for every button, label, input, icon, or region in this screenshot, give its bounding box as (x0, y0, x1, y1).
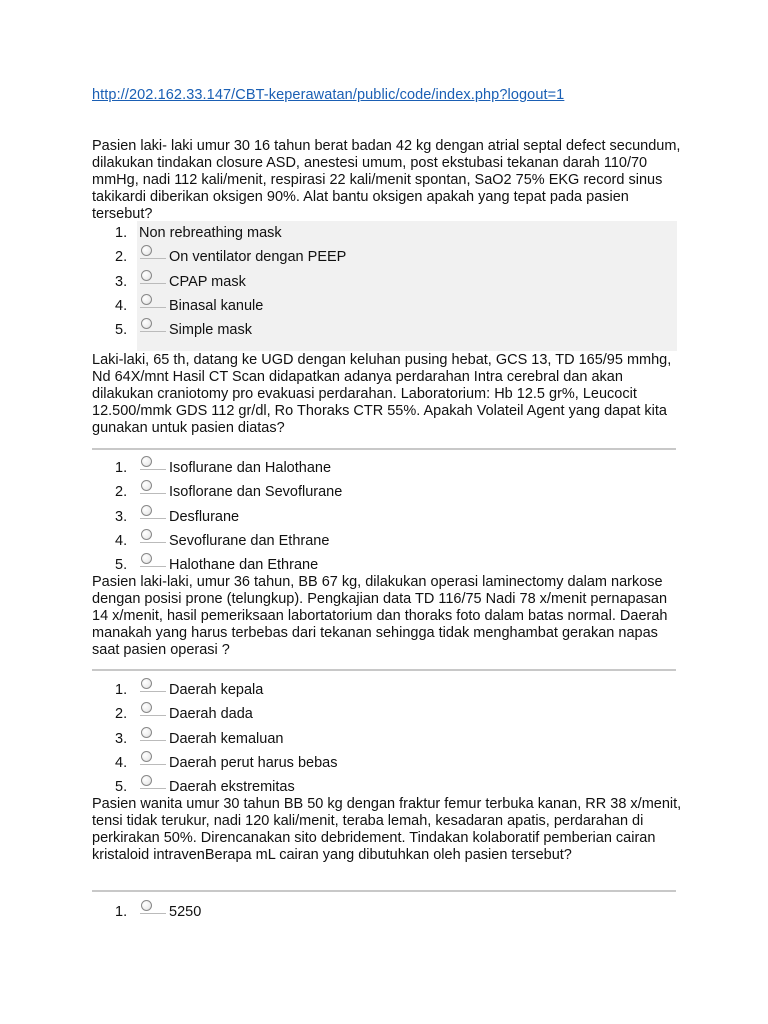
divider (92, 448, 676, 450)
divider (92, 890, 676, 892)
option-label: Non rebreathing mask (139, 225, 282, 241)
option-number: 2. (115, 706, 128, 723)
question-4-text: Pasien wanita umur 30 tahun BB 50 kg dengan fraktur femur terbuka kanan, RR 38 x/menit, tensi tidak terukur, nadi 120 kali/menit, teraba lemah, kesadaran apatis, perdarahan di perkirakan 50%. Direncanakan sito debridement. Tindakan kolaboratif pemberian cairan kristaloid intravenBerapa mL cairan yang dibutuhkan oleh pasien tersebut? (92, 796, 682, 863)
question-1-options (92, 223, 682, 344)
option-number: 2. (115, 249, 128, 266)
logout-link[interactable]: http://202.162.33.147/CBT-keperawatan/public/code/index.php?logout=1 (92, 87, 565, 103)
option-number: 5. (115, 322, 128, 339)
option-label: Binasal kanule (169, 297, 264, 314)
option-label: Isoflurane dan Halothane (169, 460, 332, 476)
radio-button[interactable] (140, 479, 152, 491)
question-3-text: Pasien laki-laki, umur 36 tahun, BB 67 kg, dilakukan operasi laminectomy dalam narkose dengan posisi prone (telungkup). Pengkajian data TD 116/75 Nadi 78 x/menit pernapasan 14 x/menit, hasil pemeriksaan labortatorium dan thoraks foto dalam batas normal. Daerah manakah yang harus terbebas dari tekanan sehingga tidak menghambat gerakan napas saat pasien operasi ? (92, 574, 668, 658)
option-q3-4[interactable] (92, 753, 682, 777)
option-q4-1[interactable] (92, 902, 682, 926)
option-q2-4[interactable] (92, 531, 682, 555)
radio-button[interactable] (140, 455, 152, 467)
option-number: 3. (115, 508, 128, 525)
option-label: Halothane dan Ethrane (169, 557, 319, 574)
radio-button[interactable] (140, 528, 152, 540)
option-label: Daerah kemaluan (169, 730, 284, 747)
question-3-options (92, 680, 682, 801)
question-2-options (92, 458, 682, 579)
option-number: 1. (115, 682, 128, 698)
option-q2-2[interactable] (92, 482, 682, 506)
option-number: 1. (115, 225, 128, 241)
option-q2-1[interactable] (92, 458, 682, 482)
option-label: On ventilator dengan PEEP (169, 249, 347, 266)
radio-button[interactable] (140, 552, 152, 564)
radio-button[interactable] (140, 269, 152, 281)
radio-button[interactable] (140, 750, 152, 762)
radio-button[interactable] (140, 899, 152, 911)
radio-button[interactable] (140, 774, 152, 786)
option-label: Simple mask (169, 322, 252, 339)
option-q1-3[interactable] (92, 272, 682, 296)
question-4-options (92, 902, 682, 926)
radio-button[interactable] (140, 317, 152, 329)
question-2-text: Laki-laki, 65 th, datang ke UGD dengan keluhan pusing hebat, GCS 13, TD 165/95 mmhg, Nd 64X/mnt Hasil CT Scan didapatkan adanya perdarahan Intra cerebral dan akan dilakukan craniotomy pro evakuasi perdarahan. Laboratorium: Hb 12.5 gr%, Leucocit 12.500/mmk GDS 112 gr/dl, Ro Thoraks CTR 55%. Apakah Volateil Agent yang dapat kita gunakan untuk pasien diatas? (92, 352, 672, 436)
radio-button[interactable] (140, 244, 152, 256)
option-q3-2[interactable] (92, 704, 682, 728)
option-q1-1[interactable] (92, 223, 682, 247)
radio-button[interactable] (140, 726, 152, 738)
option-label: 5250 (169, 904, 202, 920)
option-label: Daerah kepala (169, 682, 264, 698)
option-number: 5. (115, 779, 128, 796)
option-q1-2[interactable] (92, 247, 682, 271)
option-label: Sevoflurane dan Ethrane (169, 532, 330, 549)
option-label: CPAP mask (169, 273, 246, 290)
option-number: 3. (115, 730, 128, 747)
option-q3-3[interactable] (92, 729, 682, 753)
option-label: Desflurane (169, 508, 240, 525)
radio-button[interactable] (140, 701, 152, 713)
option-number: 1. (115, 904, 128, 920)
option-label: Daerah ekstremitas (169, 779, 295, 796)
radio-button[interactable] (140, 293, 152, 305)
option-number: 2. (115, 484, 128, 501)
divider (92, 669, 676, 671)
radio-button[interactable] (140, 677, 152, 689)
option-label: Daerah perut harus bebas (169, 754, 338, 771)
question-1-text: Pasien laki- laki umur 30 16 tahun berat badan 42 kg dengan atrial septal defect secundum, dilakukan tindakan closure ASD, anestesi umum, post ekstubasi tekanan darah 110/70 mmHg, nadi 112 kali/menit, respirasi 22 kali/menit spontan, SaO2 75% EKG record sinus takikardi diberikan oksigen 90%. Alat bantu oksigen apakah yang tepat pada pasien tersebut? (92, 138, 681, 222)
option-label: Daerah dada (169, 706, 253, 723)
radio-button[interactable] (140, 504, 152, 516)
option-q1-5[interactable] (92, 320, 682, 344)
option-number: 4. (115, 297, 128, 314)
option-label: Isoflorane dan Sevoflurane (169, 484, 343, 501)
option-q2-3[interactable] (92, 507, 682, 531)
option-q3-1[interactable] (92, 680, 682, 704)
option-number: 1. (115, 460, 128, 476)
option-number: 4. (115, 532, 128, 549)
option-number: 3. (115, 273, 128, 290)
option-number: 4. (115, 754, 128, 771)
option-number: 5. (115, 557, 128, 574)
option-q1-4[interactable] (92, 296, 682, 320)
